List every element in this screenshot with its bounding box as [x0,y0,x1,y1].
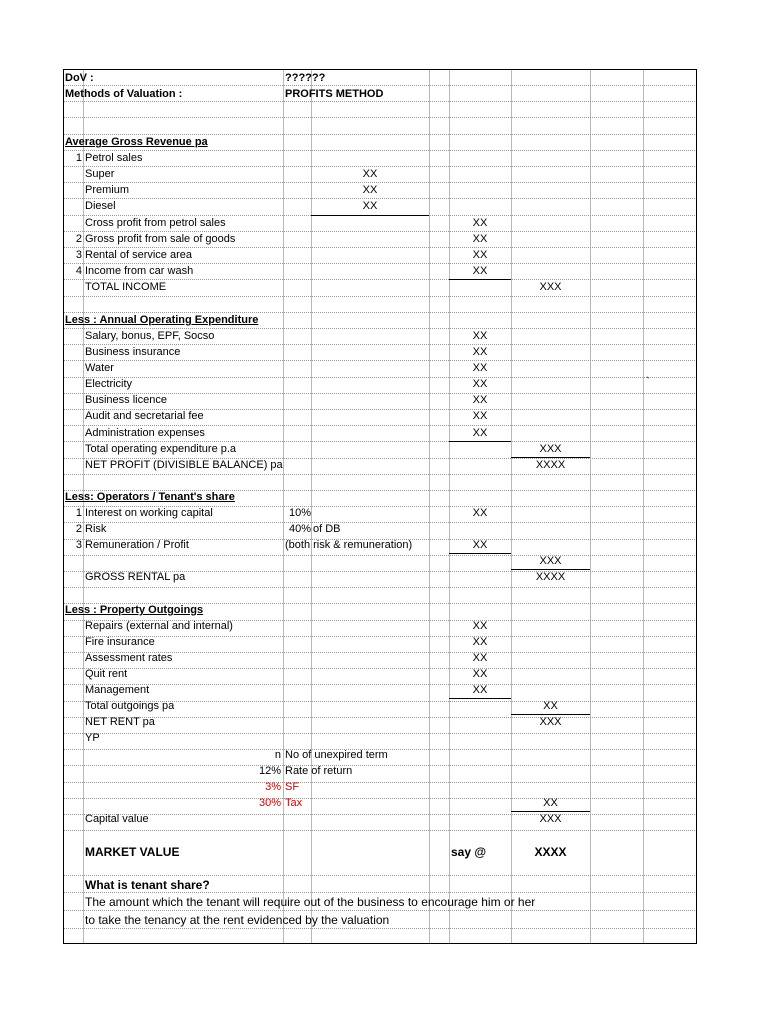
outgoing-value[interactable]: XX [472,636,488,648]
dov-value[interactable]: ?????? [285,72,326,84]
tax-value[interactable]: 30% [258,797,281,809]
total-outgoings-label: Total outgoings pa [85,700,175,712]
gross-rental-value[interactable]: XXXX [535,571,566,583]
diesel-value[interactable]: XX [362,200,378,212]
super-value[interactable]: XX [362,168,378,180]
subtotal-rule [449,279,511,280]
row-number: 1 [75,152,82,164]
tenant-share-title: Less: Operators / Tenant's share [65,491,235,503]
net-rent-label: NET RENT pa [85,716,155,728]
outgoing-value[interactable]: XX [472,684,488,696]
row-number: 1 [75,507,82,519]
gross-rental-label: GROSS RENTAL pa [85,571,186,583]
interest-value[interactable]: XX [472,507,488,519]
subtotal-rule [311,215,429,216]
total-operating-value[interactable]: XXX [539,443,562,455]
premium-label: Premium [85,184,130,196]
outgoing-label: Quit rent [85,668,128,680]
say-at-label: say @ [451,845,487,859]
outgoing-value[interactable]: XX [472,652,488,664]
capital-value-label: Capital value [85,813,149,825]
expense-value[interactable]: XX [472,427,488,439]
operating-expenditure-title: Less : Annual Operating Expenditure [65,314,259,326]
yp-result-value[interactable]: XX [543,797,558,809]
petrol-sales-label: Petrol sales [85,152,143,164]
tenant-share-definition-line1: The amount which the tenant will require out of the business to encourage him or her [85,895,536,909]
subtotal-rule [449,441,511,442]
row-number: 3 [75,539,82,551]
sf-label: SF [285,781,300,793]
risk-note: of DB [313,523,341,535]
interest-label: Interest on working capital [85,507,213,519]
gross-revenue-title: Average Gross Revenue pa [65,136,208,148]
remuneration-value[interactable]: XX [472,539,488,551]
diesel-label: Diesel [85,200,116,212]
expense-value[interactable]: XX [472,410,488,422]
stray-backtick: ` [646,376,650,388]
cross-profit-label: Cross profit from petrol sales [85,217,226,229]
outgoing-label: Assessment rates [85,652,173,664]
interest-percent[interactable]: 10% [289,507,312,519]
outgoing-label: Repairs (external and internal) [85,620,233,632]
term-value[interactable]: n [274,749,281,761]
net-rent-value[interactable]: XXX [539,716,562,728]
risk-label: Risk [85,523,107,535]
outgoing-value[interactable]: XX [472,668,488,680]
outgoing-value[interactable]: XX [472,620,488,632]
service-rental-value[interactable]: XX [472,249,488,261]
expense-label: Business insurance [85,346,181,358]
term-label: No of unexpired term [285,749,388,761]
cross-profit-value[interactable]: XX [472,217,488,229]
capital-value-value[interactable]: XXX [539,813,562,825]
car-wash-value[interactable]: XX [472,265,488,277]
property-outgoings-title: Less : Property Outgoings [65,604,204,616]
super-label: Super [85,168,115,180]
expense-value[interactable]: XX [472,378,488,390]
yp-label: YP [85,732,100,744]
expense-label: Water [85,362,114,374]
market-value-value[interactable]: XXXX [534,845,567,859]
remuneration-note: (both risk & remuneration) [285,539,413,551]
row-number: 2 [75,523,82,535]
expense-value[interactable]: XX [472,394,488,406]
expense-value[interactable]: XX [472,346,488,358]
tenant-share-question: What is tenant share? [85,878,210,892]
expense-label: Audit and secretarial fee [85,410,204,422]
row-number: 3 [75,249,82,261]
valuation-spreadsheet [63,69,697,944]
expense-label: Business licence [85,394,167,406]
subtotal-rule [449,698,511,699]
net-profit-value[interactable]: XXXX [535,459,566,471]
tenant-share-definition-line2: to take the tenancy at the rent evidenced by the valuation [85,913,390,927]
expense-value[interactable]: XX [472,330,488,342]
row-number: 2 [75,233,82,245]
premium-value[interactable]: XX [362,184,378,196]
service-rental-label: Rental of service area [85,249,192,261]
expense-label: Salary, bonus, EPF, Socso [85,330,215,342]
subtotal-rule [449,553,511,554]
goods-profit-value[interactable]: XX [472,233,488,245]
expense-value[interactable]: XX [472,362,488,374]
expense-label: Administration expenses [85,427,205,439]
remuneration-label: Remuneration / Profit [85,539,189,551]
outgoing-label: Management [85,684,150,696]
total-operating-label: Total operating expenditure p.a [85,443,237,455]
sf-value[interactable]: 3% [265,781,281,793]
goods-profit-label: Gross profit from sale of goods [85,233,236,245]
total-income-value[interactable]: XXX [539,281,562,293]
tenant-share-subtotal[interactable]: XXX [539,555,562,567]
net-profit-label: NET PROFIT (DIVISIBLE BALANCE) pa [85,459,283,471]
row-number: 4 [75,265,82,277]
method-label: Methods of Valuation : [65,88,183,100]
rate-value[interactable]: 12% [258,765,281,777]
dov-label: DoV : [65,72,94,84]
risk-percent[interactable]: 40% [289,523,312,535]
total-outgoings-value[interactable]: XX [543,700,558,712]
total-income-label: TOTAL INCOME [85,281,167,293]
tax-label: Tax [285,797,303,809]
market-value-label: MARKET VALUE [85,845,180,859]
rate-label: Rate of return [285,765,353,777]
expense-label: Electricity [85,378,133,390]
method-value[interactable]: PROFITS METHOD [285,88,384,100]
outgoing-label: Fire insurance [85,636,155,648]
car-wash-label: Income from car wash [85,265,194,277]
